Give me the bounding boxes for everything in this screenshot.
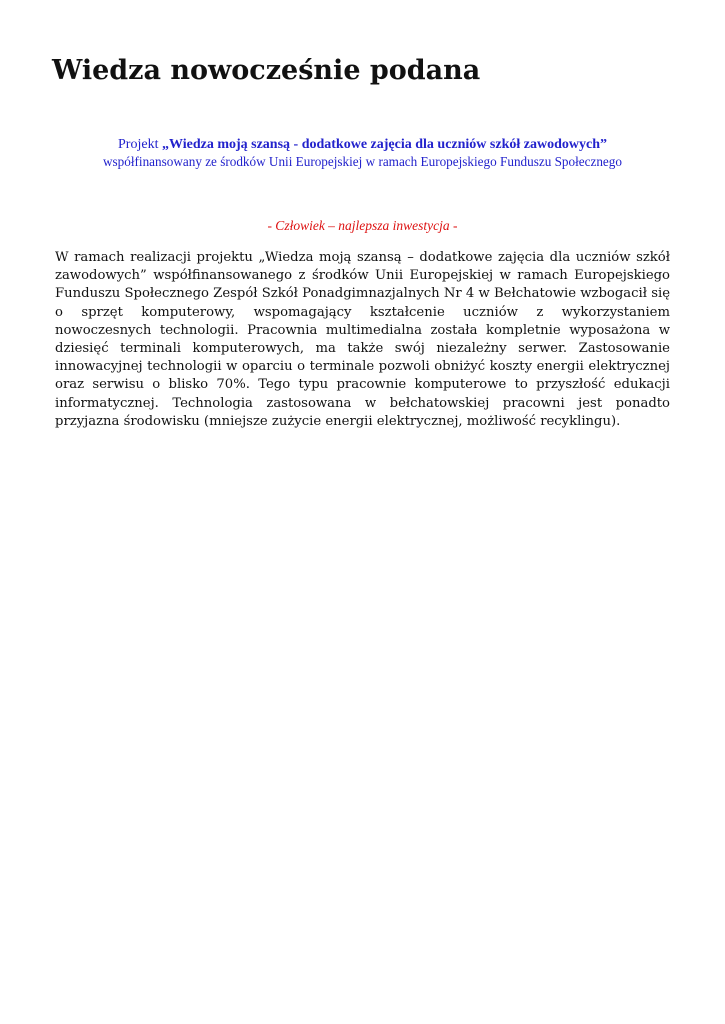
article-body: W ramach realizacji projektu „Wiedza moją szansą – dodatkowe zajęcia dla uczniów szkół zawodowych” współfinansowanego z środków Unii Europejskiej w ramach Europejskiego Funduszu Społecznego Zespół Szkół Ponadgimnazjalnych Nr 4 w Bełchatowie wzbogacił się o sprzęt komputerowy, wspomagający kształcenie uczniów z wykorzystaniem nowoczesnych technologii. Pracownia multimedialna została kompletnie wyposażona w dziesięć terminali komputerowych, ma także swój niezależny serwer. Zastosowanie innowacyjnej technologii w oparciu o terminale pozwoli obniżyć koszty energii elektrycznej oraz serwisu o blisko 70%. Tego typu pracownie komputerowe to przyszłość edukacji informatycznej. Technologia zastosowana w bełchatowskiej pracowni jest ponadto przyjazna środowisku (mniejsze zużycie energii elektrycznej, możliwość recyklingu). xyxy=(55,250,670,429)
slogan: - Człowiek – najlepsza inwestycja - xyxy=(267,218,458,233)
project-cofinancing: współfinansowany ze środków Unii Europejskiej w ramach Europejskiego Funduszu Społecznego xyxy=(103,154,622,169)
project-name: „Wiedza moją szansą - dodatkowe zajęcia dla uczniów szkół zawodowych” xyxy=(161,137,607,152)
project-info xyxy=(55,136,670,170)
page-title: Wiedza nowocześnie podana xyxy=(52,55,481,86)
project-prefix: Projekt xyxy=(118,137,162,152)
